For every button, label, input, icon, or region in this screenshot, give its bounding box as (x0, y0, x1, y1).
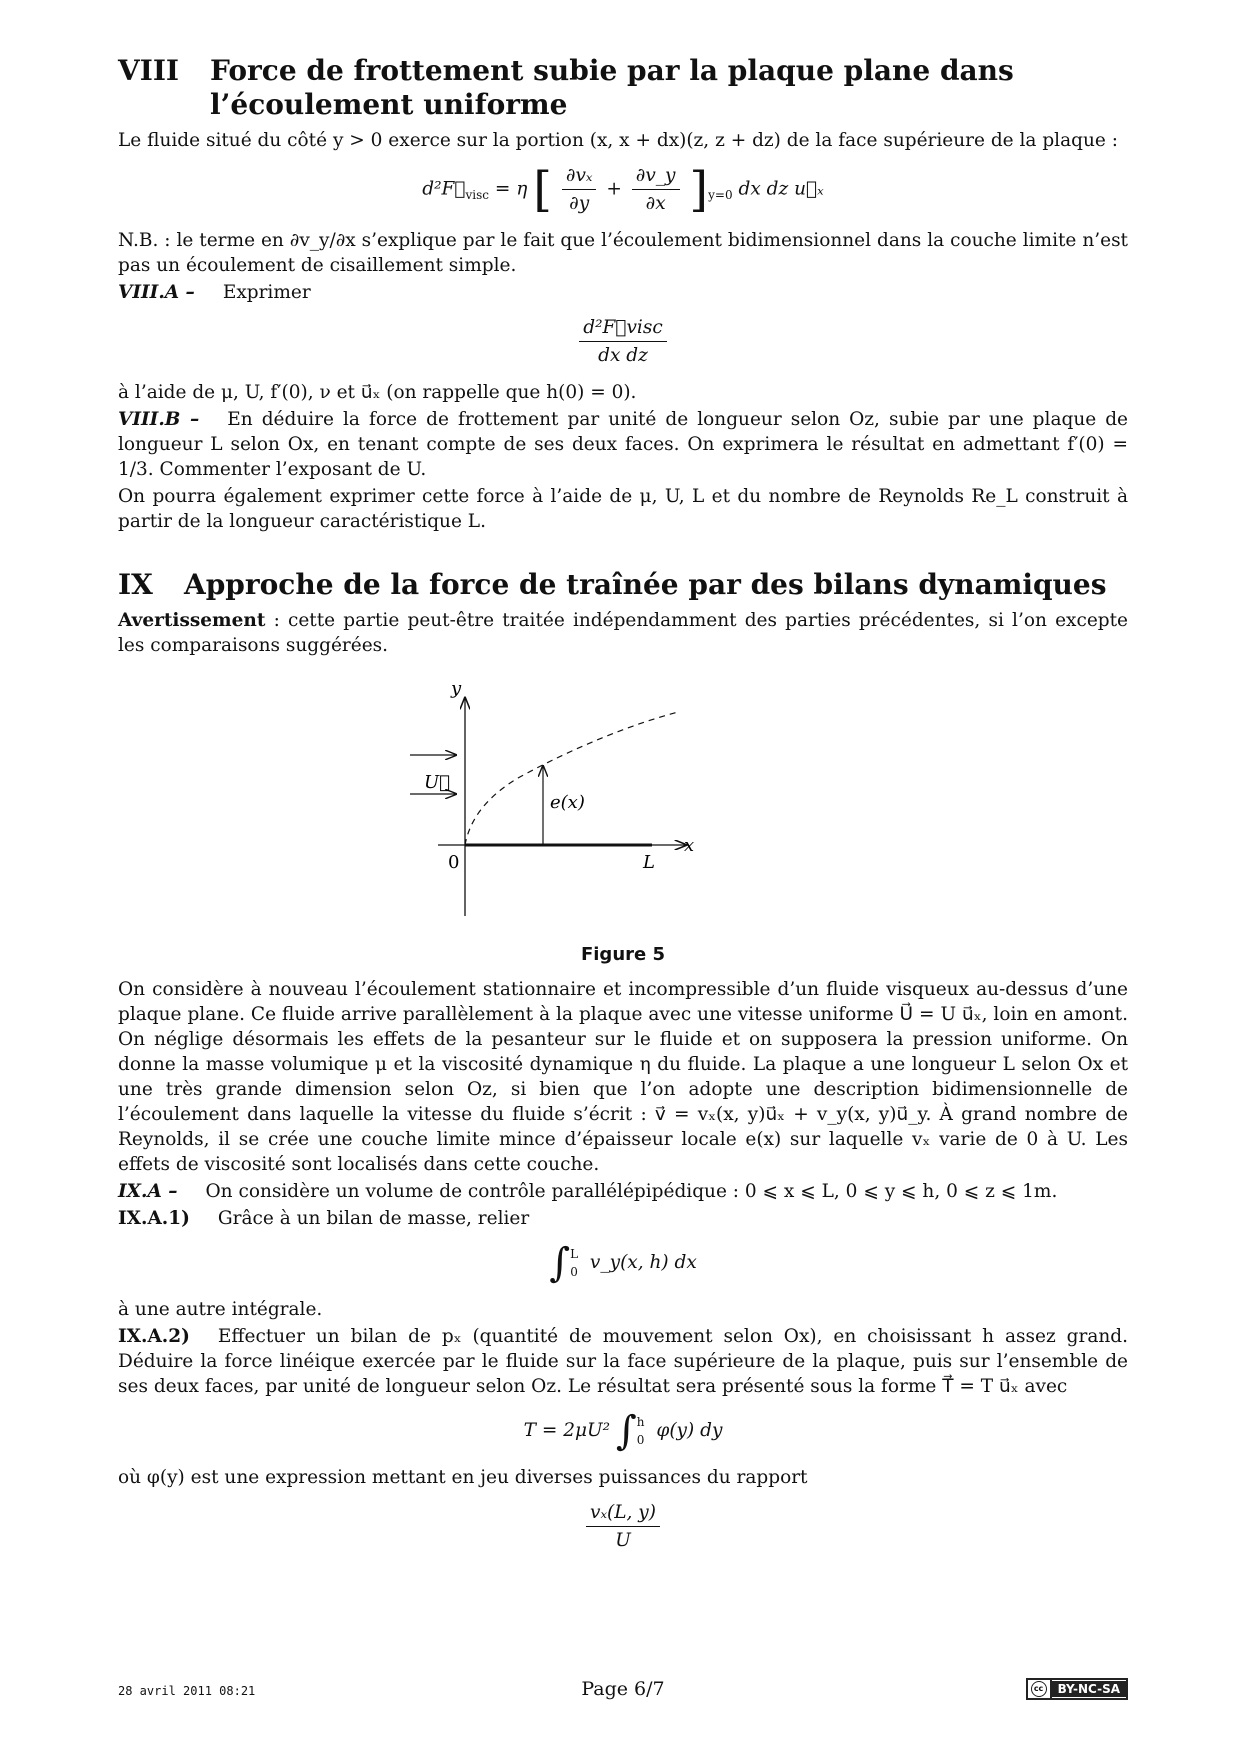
section-9-title: Approche de la force de traînée par des bilans dynamiques (184, 568, 1107, 601)
eq1-num2: ∂v_y (632, 163, 680, 190)
warning-text: : cette partie peut-être traitée indépendamment des parties précédentes, si l’on excepte les comparaisons suggérées. (118, 610, 1128, 656)
section-8-title: Force de frottement subie par la plaque plane dans l’écoulement uniforme (210, 54, 1014, 121)
eq1-right-bracket: ] (689, 161, 709, 218)
eq1-lhs: d²F⃗ (422, 178, 466, 200)
y-axis-label: y (451, 678, 462, 699)
equation-velocity-ratio (118, 1500, 1128, 1553)
x-axis-label: x (684, 835, 695, 856)
question-8b-label: VIII.B – (118, 409, 200, 430)
eq2-den: dx dz (598, 345, 648, 366)
equation-drag-force (118, 1409, 1128, 1453)
eq1-num1: ∂vₓ (562, 163, 597, 190)
eq1-left-bracket: [ (533, 161, 552, 218)
thickness-label: e(x) (550, 792, 585, 813)
eq1-bracket-sub: y=0 (708, 188, 733, 203)
equation-mass-integral (118, 1241, 1128, 1285)
question-8b (118, 407, 1128, 482)
section-8-heading (118, 54, 1128, 122)
eq1-plus: + (606, 178, 622, 200)
section-9-paragraph: On considère à nouveau l’écoulement stationnaire et incompressible d’un fluide visqueux au-dessus d’une plaque plane. Ce fluide arrive parallèlement à la plaque avec une vitesse uniforme U⃗ = U u⃗ₓ, loin en amont. On néglige désormais les effets de la pesanteur sur le fluide et on supposera la pression uniforme. On donne la masse volumique μ et la viscosité dynamique η du fluide. La plaque a une longueur L selon Ox et une très grande dimension selon Oz, si bien que l’on adopte une description bidimensionnelle de l’écoulement dans laquelle la vitesse du fluide s’écrit : v⃗ = vₓ(x, y)u⃗ₓ + v_y(x, y)u⃗_y. À grand nombre de Reynolds, il se crée une couche limite mince d’épaisseur locale e(x) sur laquelle vₓ varie de 0 à U. Les effets de viscosité sont localisés dans cette couche. (118, 979, 1128, 1175)
eq5-den: U (615, 1530, 631, 1551)
velocity-label: U⃗ (424, 772, 450, 793)
eq2-frac (579, 315, 666, 368)
eq5-num: vₓ(L, y) (586, 1500, 660, 1527)
eq1-lhs-sub: visc (465, 188, 489, 203)
question-9a1-text: Grâce à un bilan de masse, relier (217, 1208, 530, 1229)
eq1-eq-sign: = η (494, 178, 528, 200)
section-8-number: VIII (118, 54, 180, 87)
cc-icon: cc (1028, 1680, 1052, 1698)
question-9a-label: IX.A – (118, 1181, 178, 1202)
footer-date: 28 avril 2011 08:21 (118, 1684, 256, 1698)
question-9a2-text: Effectuer un bilan de pₓ (quantité de mouvement selon Ox), en choisissant h assez grand. Déduire la force linéique exercée par le fluide sur la face supérieure de la plaque, puis sur l’ensemble de ses deux faces, par unité de longueur selon Oz. Le résultat sera présenté sous la forme T⃗ = T u⃗ₓ avec (118, 1326, 1128, 1397)
question-9a1-after: à une autre intégrale. (118, 1299, 323, 1320)
question-9a (118, 1179, 1128, 1204)
question-9a1-label: IX.A.1) (118, 1208, 190, 1229)
question-9a1 (118, 1206, 1128, 1231)
question-8a (118, 280, 1128, 305)
eq4-lower: 0 (636, 1433, 645, 1447)
equation-viscous-force (118, 163, 1128, 216)
equation-force-density (118, 315, 1128, 368)
license-label: BY-NC-SA (1052, 1681, 1126, 1697)
eq4-lhs: T = 2μU² (523, 1420, 611, 1441)
figure-caption: Figure 5 (580, 944, 666, 965)
eq2-num: d²F⃗visc (579, 315, 666, 342)
question-8b-after: On pourra également exprimer cette force à l’aide de μ, U, L et du nombre de Reynolds Re_L construit à partir de la longueur caractéristique L. (118, 486, 1128, 532)
length-label: L (643, 852, 655, 873)
question-8a-text: Exprimer (222, 282, 311, 303)
origin-label: 0 (448, 852, 460, 873)
eq1-frac2 (632, 163, 680, 216)
eq3-integral-sign: ∫ (549, 1240, 571, 1286)
question-9a2 (118, 1324, 1128, 1399)
figure-5 (118, 668, 1128, 938)
document-page (118, 54, 1128, 1565)
eq4-body: φ(y) dy (656, 1420, 723, 1441)
eq3-body: v_y(x, h) dx (589, 1252, 697, 1273)
eq1-tail: dx dz u⃗ₓ (738, 178, 824, 200)
page-footer (118, 1678, 1128, 1708)
boundary-layer-curve (465, 712, 678, 845)
nb-note: N.B. : le terme en ∂v_y/∂x s’explique par le fait que l’écoulement bidimensionnel dans la couche limite n’est pas un écoulement de cisaillement simple. (118, 230, 1128, 276)
eq1-frac1 (562, 163, 597, 216)
section-8-intro: Le fluide situé du côté y > 0 exerce sur la portion (x, x + dx)(z, z + dz) de la face supérieure de la plaque : (118, 130, 1118, 151)
question-8a-after: à l’aide de μ, U, f′(0), ν et u⃗ₓ (on rappelle que h(0) = 0). (118, 382, 637, 403)
license-badge (1026, 1678, 1128, 1700)
eq4-upper: h (636, 1415, 645, 1429)
question-8a-label: VIII.A – (118, 282, 195, 303)
eq3-upper: L (570, 1247, 579, 1261)
section-9-heading (118, 568, 1128, 602)
eq1-den2: ∂x (645, 193, 666, 214)
boundary-layer-diagram (118, 668, 1128, 938)
question-8b-text: En déduire la force de frottement par unité de longueur selon Oz, subie par une plaque de longueur L selon Ox, en tenant compte de ses deux faces. On exprimera le résultat en admettant f′(0) = 1/3. Commenter l’exposant de U. (118, 409, 1129, 480)
warning-label: Avertissement (118, 610, 266, 631)
eq3-lower: 0 (570, 1265, 578, 1279)
footer-page-number: Page 6/7 (581, 1678, 665, 1700)
warning-paragraph (118, 608, 1128, 658)
question-9a-text: On considère un volume de contrôle parallélépipédique : 0 ⩽ x ⩽ L, 0 ⩽ y ⩽ h, 0 ⩽ z ⩽ 1m. (205, 1181, 1058, 1202)
eq5-frac (586, 1500, 660, 1553)
eq4-integral-sign: ∫ (615, 1408, 637, 1454)
question-9a2-after: où φ(y) est une expression mettant en jeu diverses puissances du rapport (118, 1467, 808, 1488)
eq1-den1: ∂y (569, 193, 590, 214)
section-9-number: IX (118, 568, 153, 601)
question-9a2-label: IX.A.2) (118, 1326, 190, 1347)
